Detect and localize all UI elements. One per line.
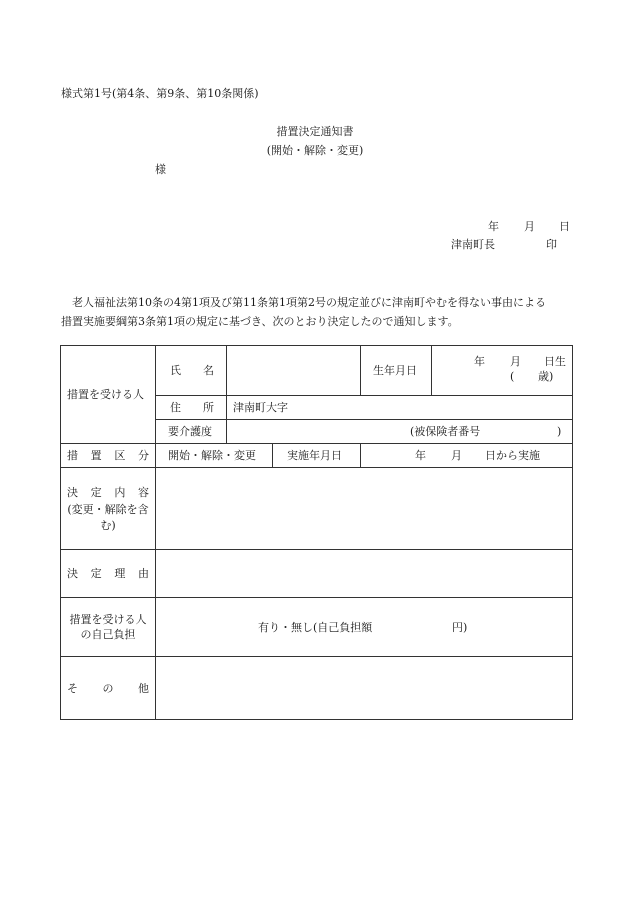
- insured-number-close: ): [557, 425, 562, 438]
- impl-date-label: 実施年月日: [287, 449, 342, 462]
- decision-reason-char-1: 決: [67, 567, 78, 580]
- category-char-3: 区: [114, 449, 126, 462]
- name-label-2: 名: [203, 364, 214, 377]
- recipient-label: 措置を受ける人: [67, 388, 144, 401]
- recipient-label-cell: [61, 346, 156, 444]
- decision-content-sub: (変更・解除を含む): [67, 503, 149, 532]
- birthdate-value-cell[interactable]: [432, 346, 573, 396]
- age-open: (: [510, 370, 515, 383]
- category-char-2: 置: [90, 449, 102, 462]
- address-label-cell: [156, 396, 227, 420]
- body-text-line-2: 措置実施要綱第3条第1項の規定に基づき、次のとおり決定したので通知します。: [61, 315, 459, 328]
- impl-day-suffix: 日から実施: [485, 449, 540, 462]
- birthdate-label: 生年月日: [373, 364, 417, 377]
- document-subtitle: (開始・解除・変更): [266, 144, 364, 157]
- name-label-cell: [156, 346, 227, 396]
- category-value-cell[interactable]: [156, 444, 273, 468]
- impl-month: 月: [451, 449, 462, 462]
- care-level-label-cell: [156, 420, 227, 444]
- issuer-name: 津南町長: [451, 238, 495, 251]
- decision-form-table: [60, 345, 573, 720]
- address-value-cell[interactable]: [227, 396, 573, 420]
- birth-year: 年: [474, 355, 485, 368]
- decision-content-value-cell[interactable]: [156, 468, 573, 550]
- body-text-line-1: 老人福祉法第10条の4第1項及び第11条第1項第2号の規定並びに津南町やむを得ない事由による: [72, 296, 546, 309]
- date-month: 月: [524, 220, 535, 233]
- decision-content-char-2: 定: [90, 486, 102, 499]
- other-char-3: 他: [138, 681, 149, 695]
- decision-reason-char-2: 定: [90, 567, 102, 580]
- category-label-cell: [61, 444, 156, 468]
- date-year: 年: [488, 220, 499, 233]
- impl-date-label-cell: [273, 444, 361, 468]
- decision-reason-value-cell[interactable]: [156, 550, 573, 598]
- issuer-seal: 印: [546, 238, 557, 251]
- other-char-2: の: [102, 681, 114, 695]
- other-char-1: そ: [67, 681, 78, 695]
- other-label-cell: [61, 657, 156, 720]
- self-burden-label-2: の自己負担: [80, 628, 136, 641]
- decision-content-label-cell: [61, 468, 156, 550]
- date-day: 日: [559, 220, 570, 233]
- other-value-cell[interactable]: [156, 657, 573, 720]
- self-burden-value-2: 円): [452, 620, 468, 634]
- decision-content-char-1: 決: [67, 486, 78, 499]
- decision-reason-char-3: 理: [114, 567, 126, 580]
- addressee-suffix: 様: [155, 163, 166, 176]
- category-char-4: 分: [137, 449, 149, 462]
- care-level-label: 要介護度: [168, 425, 212, 438]
- care-level-value-cell[interactable]: [227, 420, 573, 444]
- impl-date-value-cell[interactable]: [361, 444, 573, 468]
- age-close: 歳): [538, 370, 554, 383]
- category-value: 開始・解除・変更: [168, 449, 256, 462]
- form-number: 様式第1号(第4条、第9条、第10条関係): [61, 87, 259, 100]
- decision-reason-char-4: 由: [137, 567, 149, 580]
- insured-number-open: (被保険者番号: [410, 425, 481, 438]
- name-value-cell[interactable]: [227, 346, 361, 396]
- birthdate-label-cell: [361, 346, 432, 396]
- self-burden-label-cell: [61, 598, 156, 657]
- self-burden-value-1: 有り・無し(自己負担額: [258, 620, 373, 634]
- decision-content-char-3: 内: [114, 486, 126, 499]
- name-label-1: 氏: [170, 364, 181, 377]
- address-label-2: 所: [203, 401, 214, 414]
- address-value: 津南町大字: [233, 401, 288, 414]
- birth-month: 月: [510, 355, 521, 368]
- category-char-1: 措: [67, 449, 78, 462]
- self-burden-value-cell[interactable]: [156, 598, 573, 657]
- decision-content-char-4: 容: [137, 486, 149, 499]
- decision-reason-label-cell: [61, 550, 156, 598]
- document-title: 措置決定通知書: [276, 125, 354, 138]
- self-burden-label-1: 措置を受ける人: [69, 613, 147, 626]
- address-label-1: 住: [170, 401, 181, 414]
- birth-day: 日生: [544, 355, 566, 368]
- impl-year: 年: [415, 449, 426, 462]
